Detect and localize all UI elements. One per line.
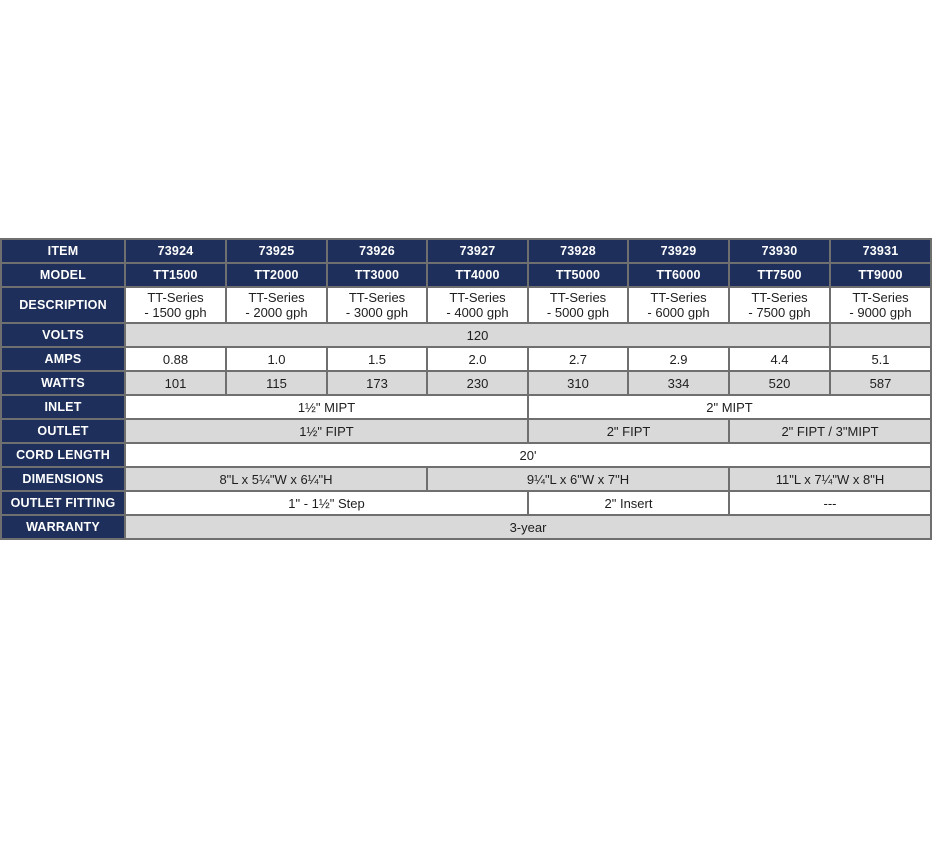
description-line1: TT-Series (147, 290, 204, 305)
spec-table (0, 238, 932, 540)
watts-value: 334 (628, 371, 729, 395)
volts-label: VOLTS (1, 323, 125, 347)
amps-value: 2.9 (628, 347, 729, 371)
outlet-value: 1½" FIPT (125, 419, 528, 443)
item-number: 73927 (427, 239, 528, 263)
description-cell (327, 287, 427, 323)
model-value: TT4000 (427, 263, 528, 287)
outlet-fitting-value: --- (729, 491, 931, 515)
description-cell (427, 287, 528, 323)
description-line1: TT-Series (852, 290, 909, 305)
watts-value: 173 (327, 371, 427, 395)
cord-length-label: CORD LENGTH (1, 443, 125, 467)
outlet-value: 2" FIPT (528, 419, 729, 443)
watts-row (1, 371, 931, 395)
watts-label: WATTS (1, 371, 125, 395)
watts-value: 101 (125, 371, 226, 395)
description-line2: - 6000 gph (647, 305, 710, 320)
amps-row (1, 347, 931, 371)
model-value: TT5000 (528, 263, 628, 287)
model-value: TT7500 (729, 263, 830, 287)
description-line2: - 1500 gph (144, 305, 207, 320)
description-line2: - 7500 gph (748, 305, 811, 320)
outlet-fitting-value: 1" - 1½" Step (125, 491, 528, 515)
volts-row (1, 323, 931, 347)
cord-length-row (1, 443, 931, 467)
model-label: MODEL (1, 263, 125, 287)
outlet-fitting-row (1, 491, 931, 515)
volts-value-empty (830, 323, 931, 347)
model-row (1, 263, 931, 287)
dimensions-value: 8"L x 5¼"W x 6¼"H (125, 467, 427, 491)
description-line1: TT-Series (549, 290, 607, 305)
item-number: 73924 (125, 239, 226, 263)
watts-value: 587 (830, 371, 931, 395)
description-line1: TT-Series (650, 290, 707, 305)
inlet-value: 2" MIPT (528, 395, 931, 419)
warranty-row (1, 515, 931, 539)
description-line2: - 3000 gph (345, 305, 409, 320)
item-number: 73931 (830, 239, 931, 263)
description-row (1, 287, 931, 323)
dimensions-value: 11"L x 7¼"W x 8"H (729, 467, 931, 491)
outlet-fitting-label: OUTLET FITTING (1, 491, 125, 515)
model-value: TT2000 (226, 263, 327, 287)
warranty-label: WARRANTY (1, 515, 125, 539)
amps-value: 4.4 (729, 347, 830, 371)
description-cell (125, 287, 226, 323)
warranty-value: 3-year (125, 515, 931, 539)
item-number: 73928 (528, 239, 628, 263)
description-line2: - 2000 gph (245, 305, 308, 320)
outlet-row (1, 419, 931, 443)
description-cell (528, 287, 628, 323)
description-cell (226, 287, 327, 323)
description-cell (729, 287, 830, 323)
item-label: ITEM (1, 239, 125, 263)
outlet-label: OUTLET (1, 419, 125, 443)
outlet-value: 2" FIPT / 3"MIPT (729, 419, 931, 443)
watts-value: 115 (226, 371, 327, 395)
amps-label: AMPS (1, 347, 125, 371)
amps-value: 5.1 (830, 347, 931, 371)
description-line1: TT-Series (248, 290, 305, 305)
model-value: TT9000 (830, 263, 931, 287)
amps-value: 0.88 (125, 347, 226, 371)
description-line1: TT-Series (348, 290, 406, 305)
volts-value: 120 (125, 323, 830, 347)
amps-value: 2.0 (427, 347, 528, 371)
description-line1: TT-Series (449, 290, 506, 305)
dimensions-label: DIMENSIONS (1, 467, 125, 491)
amps-value: 1.0 (226, 347, 327, 371)
description-label: DESCRIPTION (1, 287, 125, 323)
description-line1: TT-Series (751, 290, 808, 305)
dimensions-value: 9¼"L x 6"W x 7"H (427, 467, 729, 491)
description-cell (628, 287, 729, 323)
outlet-fitting-value: 2" Insert (528, 491, 729, 515)
item-number: 73929 (628, 239, 729, 263)
item-row (1, 239, 931, 263)
watts-value: 310 (528, 371, 628, 395)
inlet-label: INLET (1, 395, 125, 419)
model-value: TT3000 (327, 263, 427, 287)
model-value: TT6000 (628, 263, 729, 287)
dimensions-row (1, 467, 931, 491)
amps-value: 2.7 (528, 347, 628, 371)
description-cell (830, 287, 931, 323)
item-number: 73930 (729, 239, 830, 263)
description-line2: - 5000 gph (546, 305, 610, 320)
watts-value: 230 (427, 371, 528, 395)
amps-value: 1.5 (327, 347, 427, 371)
description-line2: - 9000 gph (849, 305, 912, 320)
description-line2: - 4000 gph (446, 305, 509, 320)
item-number: 73926 (327, 239, 427, 263)
inlet-row (1, 395, 931, 419)
inlet-value: 1½" MIPT (125, 395, 528, 419)
item-number: 73925 (226, 239, 327, 263)
watts-value: 520 (729, 371, 830, 395)
model-value: TT1500 (125, 263, 226, 287)
cord-length-value: 20' (125, 443, 931, 467)
